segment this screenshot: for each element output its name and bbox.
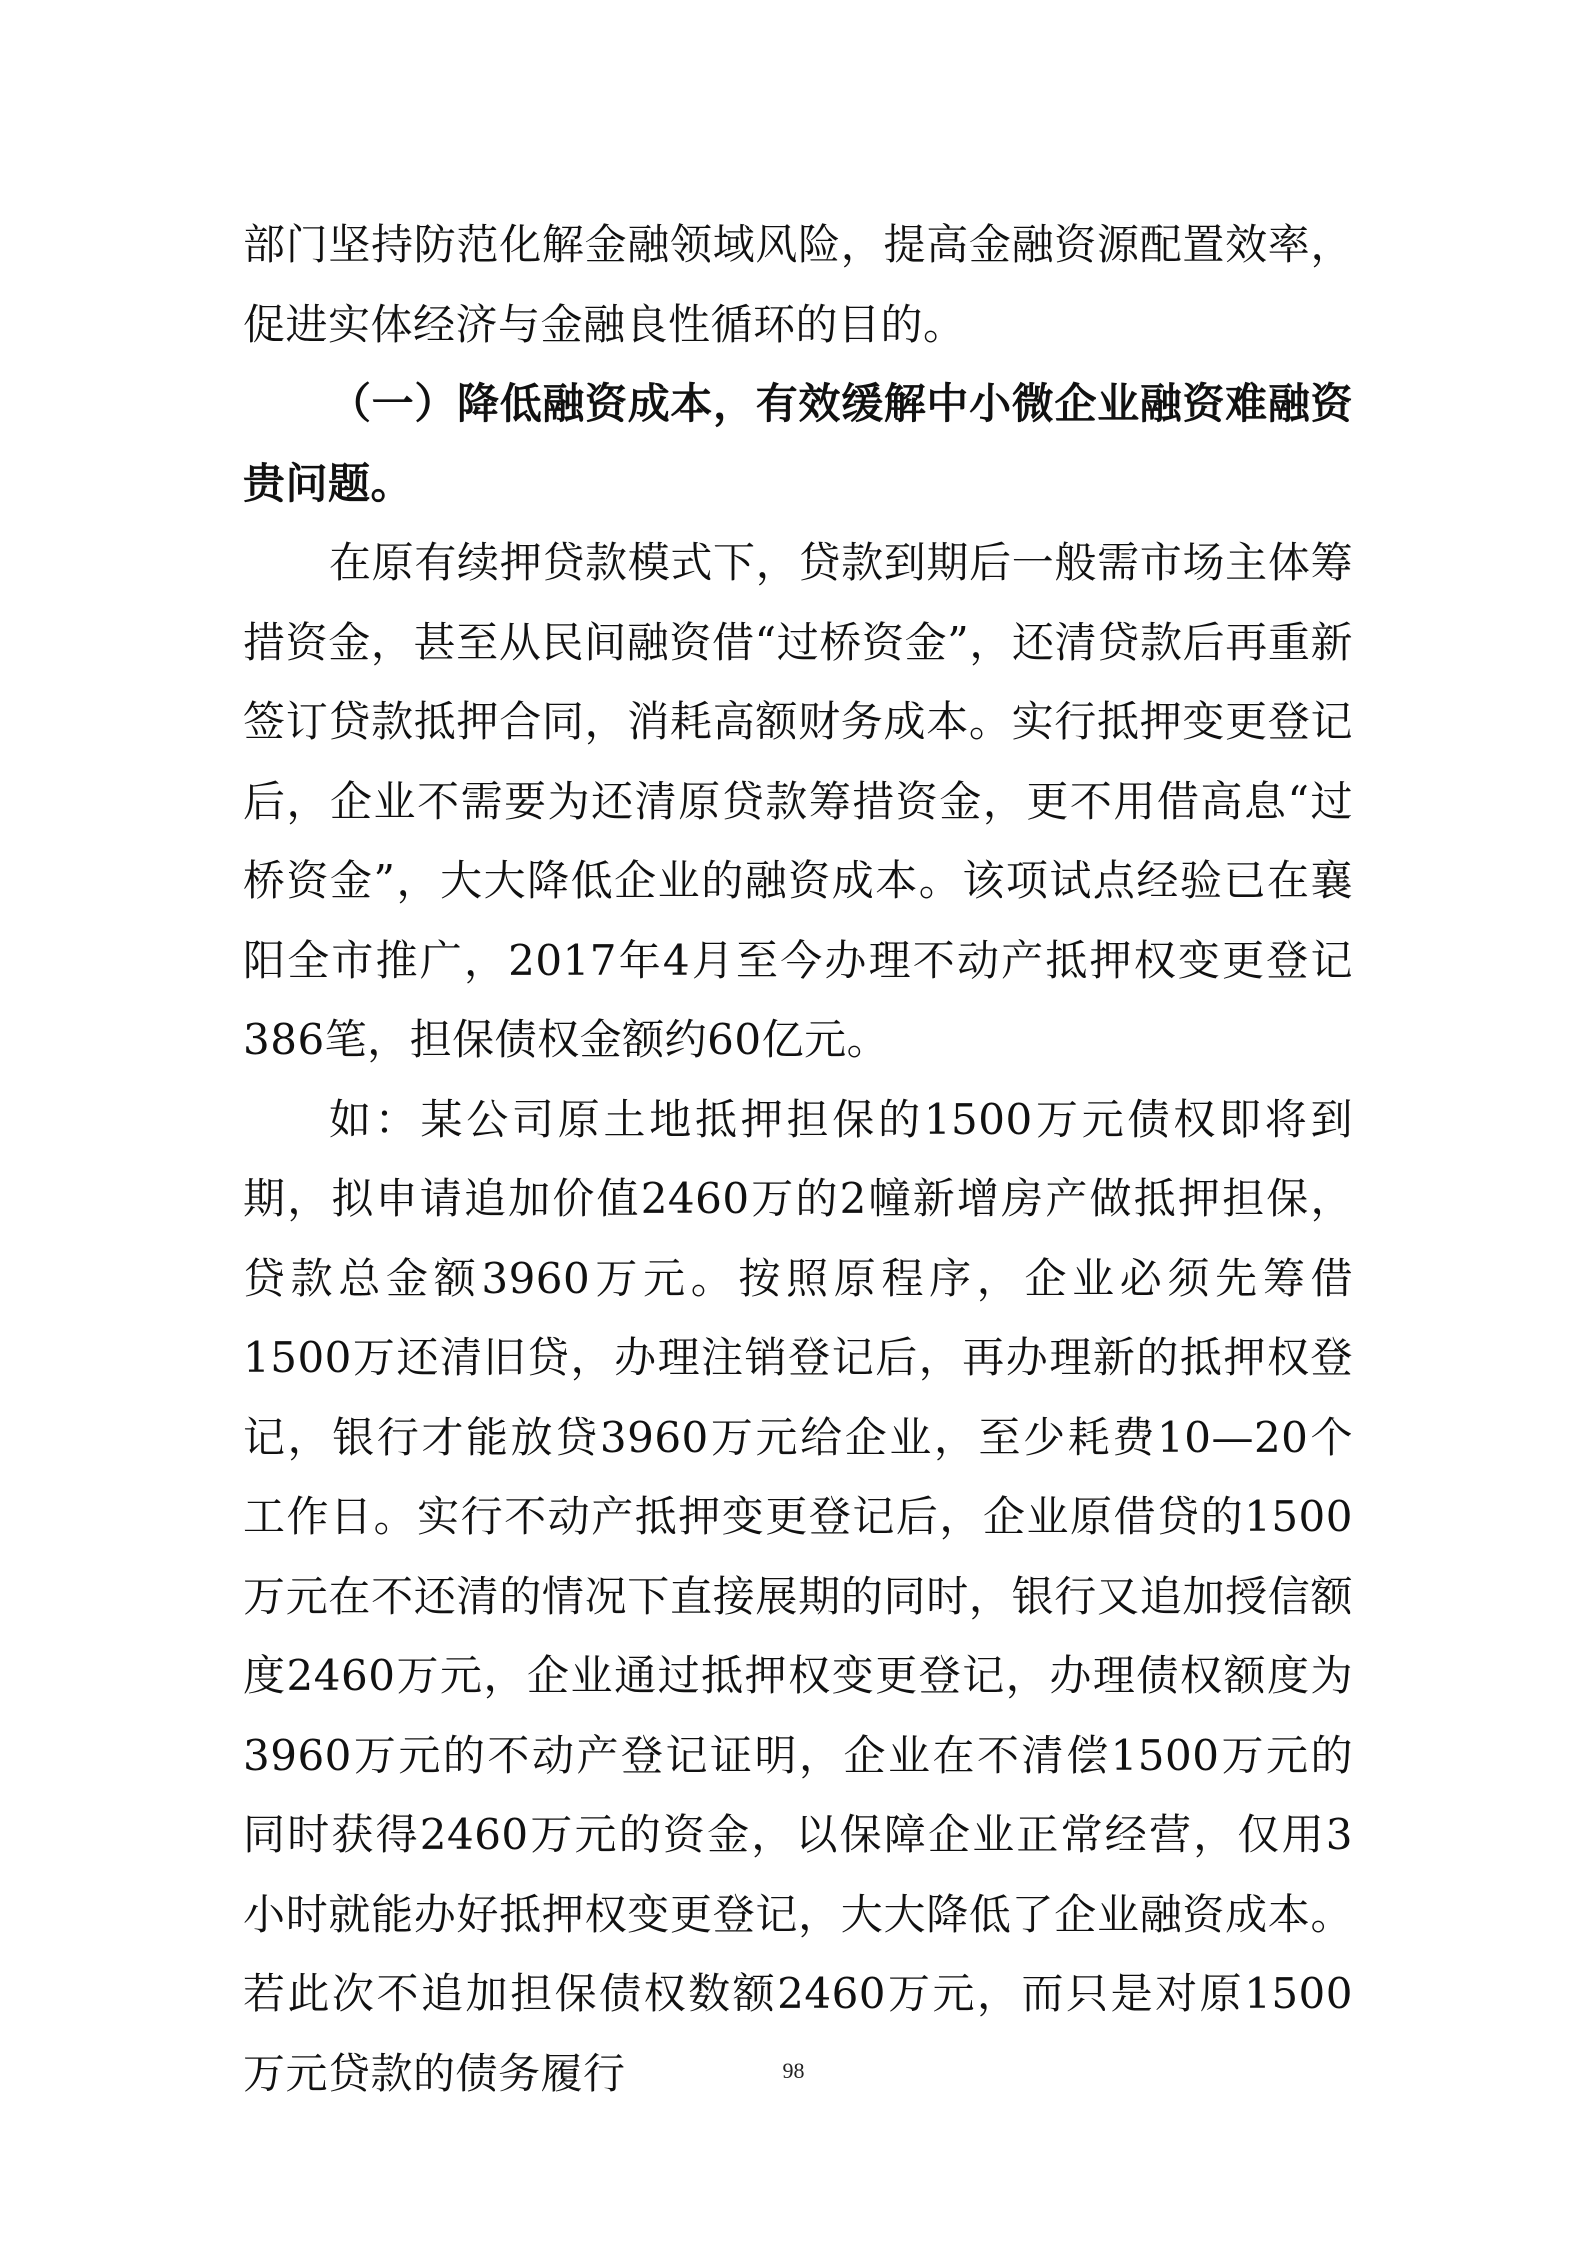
section-heading: （一）降低融资成本，有效缓解中小微企业融资难融资贵问题。	[243, 379, 1353, 508]
body-paragraph-continuation: 部门坚持防范化解金融领域风险，提高金融资源配置效率，促进实体经济与金融良性循环的目的。	[243, 220, 1353, 349]
page-body	[243, 205, 1353, 2113]
body-paragraph-1: 在原有续押贷款模式下，贷款到期后一般需市场主体筹措资金，甚至从民间融资借“过桥资金”，还清贷款后再重新签订贷款抵押合同，消耗高额财务成本。实行抵押变更登记后，企业不需要为还清原贷款筹措资金，更不用借高息“过桥资金”，大大降低企业的融资成本。该项试点经验已在襄阳全市推广，2017年4月至今办理不动产抵押权变更登记386笔，担保债权金额约60亿元。	[243, 538, 1353, 1064]
page-number: 98	[782, 2058, 805, 2083]
body-paragraph-example: 如：某公司原土地抵押担保的1500万元债权即将到期，拟申请追加价值2460万的2幢新增房产做抵押担保，贷款总金额3960万元。按照原程序，企业必须先筹借1500万还清旧贷，办理注销登记后，再办理新的抵押权登记，银行才能放贷3960万元给企业，至少耗费10—20个工作日。实行不动产抵押变更登记后，企业原借贷的1500万元在不还清的情况下直接展期的同时，银行又追加授信额度2460万元，企业通过抵押权变更登记，办理债权额度为3960万元的不动产登记证明，企业在不清偿1500万元的同时获得2460万元的资金，以保障企业正常经营，仅用3小时就能办好抵押权变更登记，大大降低了企业融资成本。若此次不追加担保债权数额2460万元，而只是对原1500万元贷款的债务履行	[243, 1094, 1353, 2098]
